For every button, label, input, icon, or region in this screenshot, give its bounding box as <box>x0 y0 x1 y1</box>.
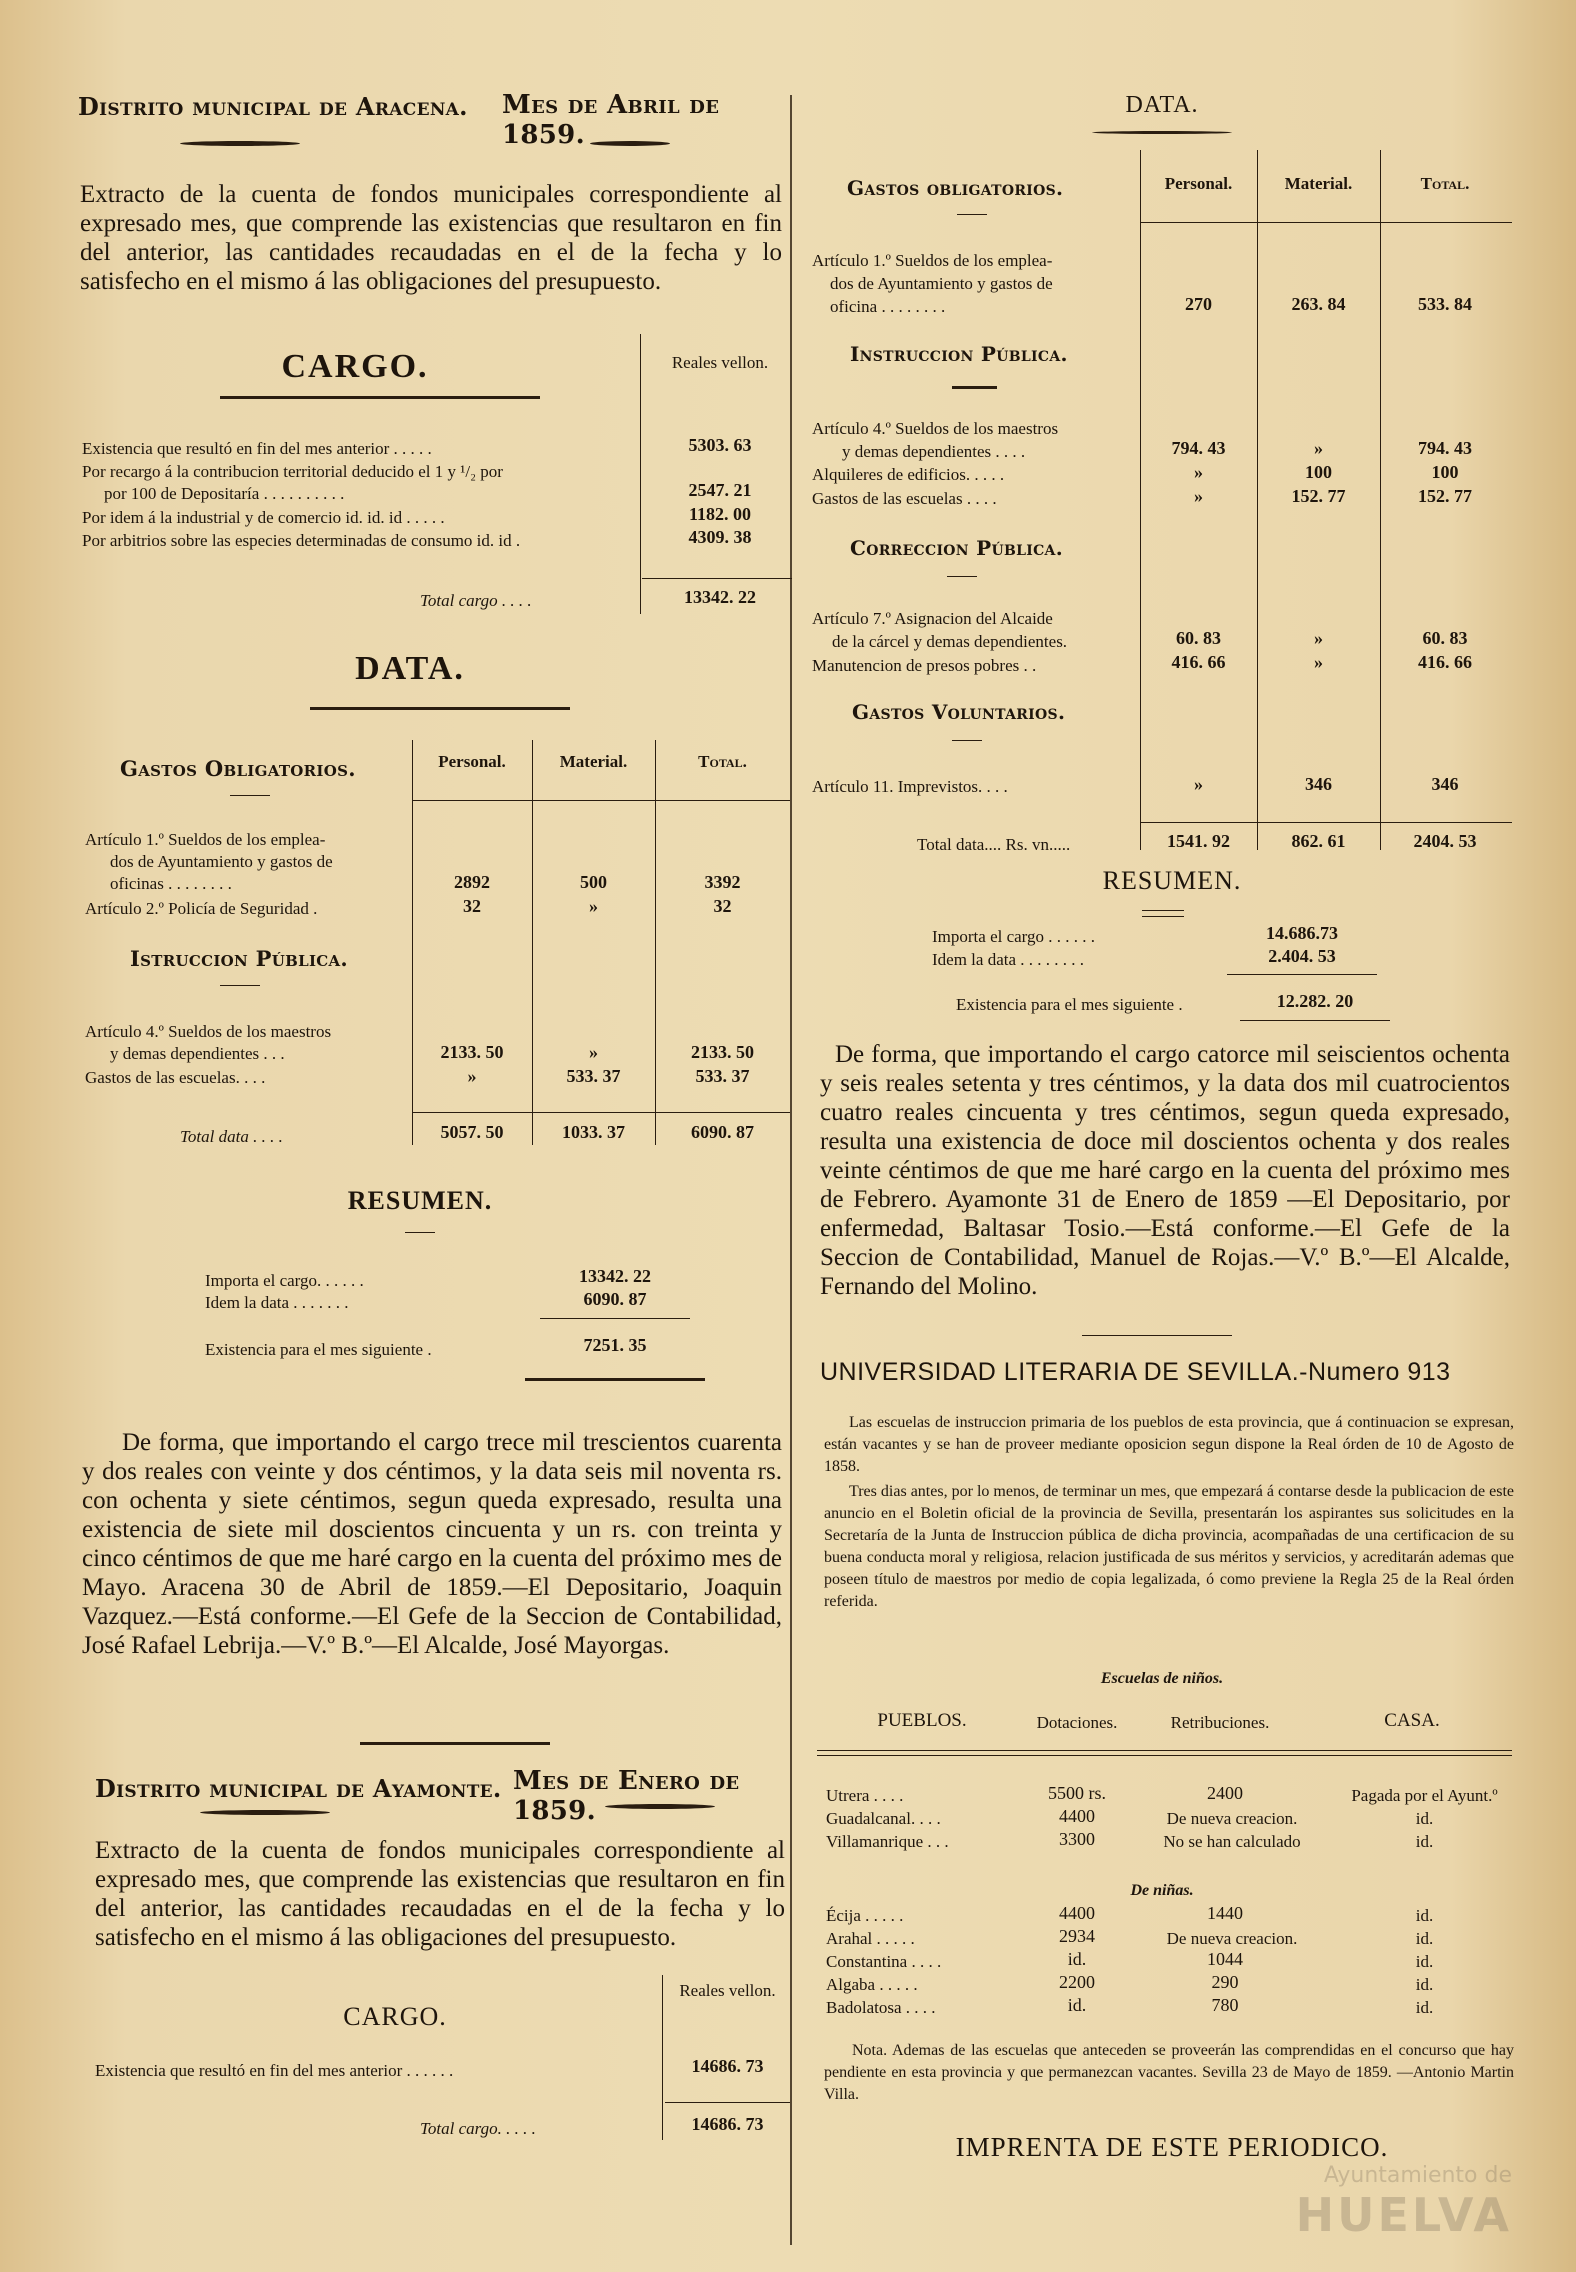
rule <box>1140 222 1512 223</box>
rule <box>360 1742 550 1745</box>
ninos-row-pueblo: Guadalcanal. . . . <box>826 1809 941 1828</box>
ayamonte-district-heading: Distrito municipal de Ayamonte. <box>95 1774 502 1803</box>
ninas-row-retribucion: 1044 <box>1207 1949 1243 1969</box>
ninos-row-pueblo: Villamanrique . . . <box>826 1832 949 1851</box>
watermark-line1: Ayuntamiento de <box>1323 2163 1512 2188</box>
rule <box>540 1318 690 1319</box>
rule <box>1227 974 1377 975</box>
ayamonte-existencia-sig-label: Existencia para el mes siguiente . <box>956 995 1183 1014</box>
ayamonte-col-personal: Personal. <box>1164 174 1233 193</box>
ayamonte-reales-header: Reales vellon. <box>679 1981 776 2000</box>
ayamonte-data-title: DATA. <box>1125 92 1199 118</box>
aracena-cargo-value: 5303. 63 <box>688 435 752 455</box>
aracena-art4-line: Artículo 4.º Sueldos de los maestros <box>85 1022 332 1041</box>
column-divider <box>790 95 792 2245</box>
ayamonte-alquileres-material: 100 <box>1305 462 1332 482</box>
ayamonte-art11-total: 346 <box>1431 774 1459 794</box>
ayamonte-total-data-label: Total data.... Rs. vn..... <box>917 835 1071 854</box>
ayamonte-art1-line: dos de Ayuntamiento y gastos de <box>830 274 1053 293</box>
ayamonte-art7-total: 60. 83 <box>1422 628 1468 648</box>
ayamonte-total-data-personal: 1541. 92 <box>1167 831 1230 851</box>
ayamonte-gastos-obligatorios: Gastos obligatorios. <box>847 176 1064 200</box>
ayamonte-art1-personal: 270 <box>1185 294 1212 314</box>
ayamonte-closing: De forma, que importando el cargo catorce mil seiscientos ochenta y seis reales setenta y tres céntimos, y la data dos mil cuatrocientos cuatro reales cincuenta y tres céntimos, segun queda expresado, resulta una existencia de doce mil doscientos ochenta y dos reales veinte céntimos de que me haré cargo en la cuenta del próximo mes de Febrero. Ayamonte 31 de Enero de 1859 —El Depositario, por enfermedad, Baltasar Tosio.—Está conforme.—El Gefe de la Seccion de Contabilidad, Manuel de Rojas.—V.º B.º—El Alcalde, Fernando del Molino. <box>820 1041 1510 1300</box>
ninas-row-dotacion: id. <box>1067 1949 1087 1969</box>
ayamonte-manutencion-personal: 416. 66 <box>1171 652 1226 672</box>
ayamonte-art1-line: Artículo 1.º Sueldos de los emplea- <box>812 251 1053 270</box>
ayamonte-art4-personal: 794. 43 <box>1171 438 1226 458</box>
ayamonte-alquileres-total: 100 <box>1431 462 1459 482</box>
ninos-title: Escuelas de niños. <box>1100 1670 1224 1687</box>
ninos-row-retribucion: No se han calculado <box>1163 1832 1301 1851</box>
ayamonte-month-heading: Mes de Enero de 1859. <box>513 1766 740 1826</box>
col-dotaciones: Dotaciones. <box>1036 1713 1118 1732</box>
aracena-data-title: DATA. <box>355 650 465 687</box>
ayamonte-art4-total: 794. 43 <box>1418 438 1472 458</box>
ninos-row-retribucion: De nueva creacion. <box>1166 1809 1298 1828</box>
ninos-row-retribucion: 2400 <box>1207 1783 1243 1803</box>
ninas-row-pueblo: Constantina . . . . <box>826 1952 942 1971</box>
aracena-art1-personal: 2892 <box>454 872 490 892</box>
ninas-row-casa: id. <box>1415 1998 1434 2017</box>
ayamonte-art11-label: Artículo 11. Imprevistos. . . . <box>812 777 1008 796</box>
ayamonte-cargo-title: CARGO. <box>343 2002 447 2031</box>
aracena-total-data-label: Total data . . . . <box>180 1127 283 1146</box>
rule <box>817 1750 1512 1751</box>
aracena-instr-title: Istruccion Pública. <box>130 946 349 971</box>
rule <box>220 396 540 399</box>
ninos-row-dotacion: 3300 <box>1059 1829 1095 1849</box>
ninas-row-casa: id. <box>1415 1906 1434 1925</box>
ayamonte-total-cargo-label: Total cargo. . . . . <box>420 2119 536 2138</box>
aracena-gastos-escuelas-label: Gastos de las escuelas. . . . <box>85 1068 266 1087</box>
aracena-month-heading: Mes de Abril de 1859. <box>502 90 720 150</box>
ninas-row-pueblo: Badolatosa . . . . <box>826 1998 936 2017</box>
aracena-cargo-row: Existencia que resultó en fin del mes anterior . . . . . <box>82 439 432 458</box>
aracena-intro: Extracto de la cuenta de fondos municipales correspondiente al expresado mes, que comprende las existencias que resultaron en fin del anterior, las cantidades recaudadas en el de la fecha y lo satisfecho en el mismo á las obligaciones del presupuesto. <box>80 181 782 295</box>
rule <box>1142 910 1184 911</box>
ayamonte-art1-total: 533. 84 <box>1418 294 1472 314</box>
aracena-total-data-personal: 5057. 50 <box>440 1122 504 1142</box>
rule <box>310 707 570 710</box>
universidad-paragraph-1: Las escuelas de instruccion primaria de los pueblos de esta provincia, que á continuacion se expresan, están vacantes y se han de proveer mediante oposicion segun dispone la Real órden de 10 de Agosto de 1858. <box>824 1414 1514 1475</box>
rule <box>405 1232 435 1233</box>
ninas-row-retribucion: 1440 <box>1207 1903 1243 1923</box>
aracena-idem-data-label: Idem la data . . . . . . . <box>205 1293 349 1312</box>
ayamonte-manutencion-material: » <box>1314 652 1323 672</box>
rule <box>642 578 792 579</box>
ayamonte-art1-line: oficina . . . . . . . . <box>830 297 946 316</box>
ninos-row-casa: Pagada por el Ayunt.º <box>1351 1786 1498 1805</box>
right-column <box>812 0 1512 2272</box>
aracena-art2-personal: 32 <box>463 896 481 916</box>
aracena-col-total: Total. <box>698 752 747 771</box>
universidad-title: UNIVERSIDAD LITERARIA DE SEVILLA.-Numero 913 <box>820 1358 1451 1386</box>
col-casa: CASA. <box>1384 1710 1440 1731</box>
ninas-row-retribucion: 290 <box>1211 1972 1239 1992</box>
ninas-row-retribucion: De nueva creacion. <box>1166 1929 1298 1948</box>
rule <box>957 214 987 215</box>
aracena-total-data-material: 1033. 37 <box>562 1122 625 1142</box>
ayamonte-gastos-escuelas-label: Gastos de las escuelas . . . . <box>812 489 997 508</box>
aracena-art1-line: oficinas . . . . . . . . <box>110 874 232 893</box>
ayamonte-art7-personal: 60. 83 <box>1176 628 1221 648</box>
aracena-art2-material: » <box>589 896 598 916</box>
aracena-art1-line: dos de Ayuntamiento y gastos de <box>110 852 333 871</box>
watermark-line2: HUELVA <box>1295 2188 1512 2242</box>
rule <box>220 985 260 986</box>
rule <box>230 795 270 796</box>
rule <box>525 1378 705 1381</box>
ayamonte-gastos-escuelas-personal: » <box>1194 486 1203 506</box>
col-pueblos: PUEBLOS. <box>877 1710 967 1731</box>
aracena-gastos-escuelas-total: 533. 37 <box>695 1066 750 1086</box>
ayamonte-correccion-title: Correccion Pública. <box>850 536 1063 560</box>
aracena-total-cargo-value: 13342. 22 <box>684 587 756 607</box>
aracena-art4-total: 2133. 50 <box>691 1042 754 1062</box>
aracena-cargo-value: 2547. 21 <box>688 480 752 500</box>
vertical-rule <box>662 1975 663 2140</box>
ayamonte-art4-material: » <box>1314 438 1323 458</box>
aracena-art2-label: Artículo 2.º Policía de Seguridad . <box>85 899 318 918</box>
aracena-art4-line: y demas dependientes . . . <box>110 1044 285 1063</box>
ninas-row-pueblo: Algaba . . . . . <box>826 1975 918 1994</box>
ayamonte-gastos-escuelas-material: 152. 77 <box>1291 486 1346 506</box>
ayamonte-art7-material: » <box>1314 628 1323 648</box>
rule <box>952 386 997 389</box>
ninas-row-casa: id. <box>1415 1975 1434 1994</box>
watermark <box>1296 2163 1512 2242</box>
aracena-art2-total: 32 <box>713 896 732 916</box>
ayamonte-art1-material: 263. 84 <box>1291 294 1346 314</box>
aracena-cargo-title: CARGO. <box>281 348 429 385</box>
aracena-cargo-row: Por recargo á la contribucion territorial deducido el 1 y ¹/₂ por <box>82 462 503 481</box>
ayamonte-intro: Extracto de la cuenta de fondos municipales correspondiente al expresado mes, que comprende las existencias que resultaron en fin del anterior, las cantidades recaudadas en el de la fecha y lo satisfecho en el mismo á las obligaciones del presupuesto. <box>95 1837 785 1951</box>
aracena-gastos-obligatorios: Gastos Obligatorios. <box>120 756 356 781</box>
left-column <box>70 0 790 2272</box>
ayamonte-total-cargo-value: 14686. 73 <box>691 2114 764 2134</box>
aracena-art4-material: » <box>589 1042 598 1062</box>
ninos-row-pueblo: Utrera . . . . <box>826 1786 904 1805</box>
ayamonte-instr-title: Instruccion Pública. <box>850 342 1068 366</box>
ayamonte-manutencion-label: Manutencion de presos pobres . . <box>812 656 1037 675</box>
ayamonte-existencia-sig-value: 12.282. 20 <box>1276 991 1354 1011</box>
ayamonte-resumen-title: RESUMEN. <box>1102 866 1242 895</box>
rule <box>412 1112 790 1113</box>
ninas-row-retribucion: 780 <box>1211 1995 1239 2015</box>
ayamonte-idem-data-label: Idem la data . . . . . . . . <box>932 950 1085 969</box>
ayamonte-art7-line: de la cárcel y demas dependientes. <box>832 632 1068 651</box>
aracena-art4-personal: 2133. 50 <box>440 1042 504 1062</box>
ayamonte-total-data-total: 2404. 53 <box>1413 831 1477 851</box>
ayamonte-idem-data-value: 2.404. 53 <box>1268 946 1336 966</box>
ninas-row-pueblo: Arahal . . . . . <box>826 1929 915 1948</box>
rule <box>947 576 977 577</box>
aracena-gastos-escuelas-material: 533. 37 <box>566 1066 621 1086</box>
aracena-total-cargo-label: Total cargo . . . . <box>420 591 532 610</box>
ayamonte-alquileres-label: Alquileres de edificios. . . . . <box>812 465 1005 484</box>
rule <box>1082 1335 1232 1336</box>
ayamonte-total-data-material: 862. 61 <box>1291 831 1346 851</box>
aracena-existencia-label: Existencia para el mes siguiente . <box>205 1340 432 1359</box>
rule <box>952 740 982 741</box>
imprenta-footer: IMPRENTA DE ESTE PERIODICO. <box>955 2132 1389 2162</box>
ayamonte-col-material: Material. <box>1284 174 1353 193</box>
ayamonte-col-total: Total. <box>1420 174 1470 193</box>
ornament-rule <box>1092 131 1232 134</box>
ornament-rule <box>200 1810 330 1815</box>
ayamonte-importa-cargo-label: Importa el cargo . . . . . . <box>932 927 1096 946</box>
aracena-reales-header: Reales vellon. <box>671 353 769 372</box>
aracena-idem-data-value: 6090. 87 <box>583 1289 647 1309</box>
aracena-col-personal: Personal. <box>438 752 506 771</box>
aracena-art1-line: Artículo 1.º Sueldos de los emplea- <box>85 830 326 849</box>
ninas-row-dotacion: 2934 <box>1059 1926 1095 1946</box>
ninos-row-dotacion: 4400 <box>1059 1806 1095 1826</box>
aracena-resumen-title: RESUMEN. <box>347 1186 493 1215</box>
rule <box>412 800 790 801</box>
ayamonte-alquileres-personal: » <box>1194 462 1203 482</box>
aracena-cargo-value: 4309. 38 <box>688 527 752 547</box>
aracena-cargo-row: Por idem á la industrial y de comercio id. id. id . . . . . <box>82 508 445 527</box>
ayamonte-art4-line: Artículo 4.º Sueldos de los maestros <box>812 419 1059 438</box>
aracena-existencia-value: 7251. 35 <box>583 1335 647 1355</box>
rule <box>665 2102 790 2103</box>
col-retribuciones: Retribuciones. <box>1170 1713 1270 1732</box>
aracena-art1-material: 500 <box>580 872 607 892</box>
ninas-title: De niñas. <box>1130 1882 1194 1899</box>
ayamonte-existencia-label: Existencia que resultó en fin del mes anterior . . . . . . <box>95 2061 454 2080</box>
ayamonte-voluntarios-title: Gastos Voluntarios. <box>852 700 1066 724</box>
ayamonte-existencia-value: 14686. 73 <box>691 2056 764 2076</box>
aracena-cargo-row: Por arbitrios sobre las especies determinadas de consumo id. id . <box>82 531 521 550</box>
rule <box>1140 822 1512 823</box>
ayamonte-art11-personal: » <box>1194 774 1203 794</box>
ornament-rule <box>605 1804 715 1809</box>
ayamonte-art7-line: Artículo 7.º Asignacion del Alcaide <box>812 609 1053 628</box>
universidad-nota: Nota. Ademas de las escuelas que anteceden se proveerán las comprendidas en el concurso que hay pendiente en esta provincia y que permanezcan vacantes. Sevilla 23 de Mayo de 1859. —Antonio Martin Villa. <box>824 2042 1514 2103</box>
aracena-gastos-escuelas-personal: » <box>467 1066 477 1086</box>
ninas-row-casa: id. <box>1415 1929 1434 1948</box>
ninas-row-casa: id. <box>1415 1952 1434 1971</box>
ninas-row-dotacion: 2200 <box>1059 1972 1095 1992</box>
aracena-closing: De forma, que importando el cargo trece mil trescientos cuarenta y dos reales con veinte y dos céntimos, y la data seis mil noventa rs. con ochenta y siete céntimos, segun queda expresado, resulta una existencia de siete mil doscientos cincuenta y un rs. con treinta y cinco céntimos de que me haré cargo en la cuenta del próximo mes de Mayo. Aracena 30 de Abril de 1859.—El Depositario, Joaquin Vazquez.—Está conforme.—El Gefe de la Seccion de Contabilidad, José Rafael Lebrija.—V.º B.º—El Alcalde, José Mayorgas. <box>82 1429 782 1659</box>
universidad-paragraph-2: Tres dias antes, por lo menos, de terminar un mes, que empezará á contarse desde la publicacion de este anuncio en el Boletin oficial de la provincia de Sevilla, presentarán los aspirantes sus solicitudes en la Secretaría de la Junta de Instruccion pública de dicha provincia, acompañadas de una certificacion de su buena conducta moral y religiosa, relacion justificada de sus méritos y servicios, y acreditarán ademas que poseen título de maestros por medio de copia legalizada, ó como previene la Regla 25 de la Real órden referida. <box>824 1483 1514 1610</box>
ninos-row-casa: id. <box>1415 1832 1434 1851</box>
aracena-cargo-value: 1182. 00 <box>688 504 751 524</box>
ninas-row-dotacion: id. <box>1067 1995 1087 2015</box>
aracena-district-heading: Distrito municipal de Aracena. <box>78 92 468 121</box>
ornament-rule <box>180 141 300 146</box>
rule <box>1240 1020 1390 1021</box>
ayamonte-art11-material: 346 <box>1305 774 1332 794</box>
aracena-total-data-total: 6090. 87 <box>691 1122 754 1142</box>
ornament-rule <box>590 141 670 146</box>
aracena-col-material: Material. <box>559 752 628 771</box>
aracena-importa-cargo-label: Importa el cargo. . . . . . <box>205 1271 364 1290</box>
ayamonte-importa-cargo-value: 14.686.73 <box>1266 923 1338 943</box>
rule <box>817 1755 1512 1756</box>
ninos-row-dotacion: 5500 rs. <box>1048 1783 1106 1803</box>
ninas-row-pueblo: Écija . . . . . <box>826 1906 904 1925</box>
ninos-row-casa: id. <box>1415 1809 1434 1828</box>
aracena-art1-total: 3392 <box>704 872 741 892</box>
ayamonte-art4-line: y demas dependientes . . . . <box>842 442 1026 461</box>
rule <box>1142 916 1184 917</box>
ninas-row-dotacion: 4400 <box>1059 1903 1095 1923</box>
aracena-importa-cargo-value: 13342. 22 <box>579 1266 651 1286</box>
aracena-cargo-row: por 100 de Depositaría . . . . . . . . . . <box>104 484 345 503</box>
ayamonte-manutencion-total: 416. 66 <box>1418 652 1472 672</box>
ayamonte-gastos-escuelas-total: 152. 77 <box>1418 486 1472 506</box>
